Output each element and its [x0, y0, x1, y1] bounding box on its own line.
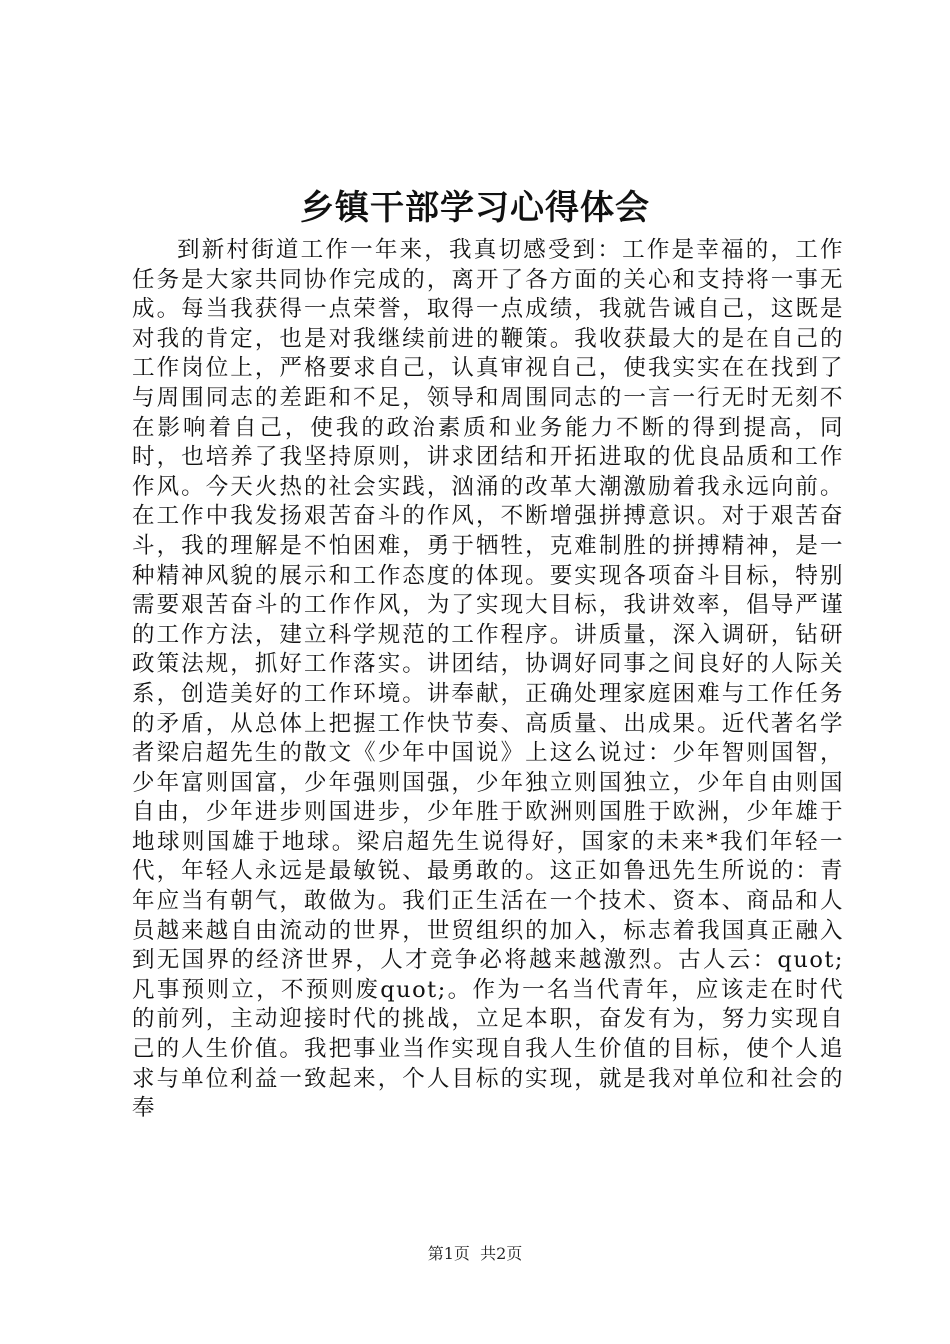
page-footer: [0, 1242, 950, 1266]
body-paragraph: 到新村街道工作一年来，我真切感受到：工作是幸福的，工作任务是大家共同协作完成的，离开了各方面的关心和支持将一事无成。每当我获得一点荣誉，取得一点成绩，我就告诫自己，这既是对我的肯定，也是对我继续前进的鞭策。我收获最大的是在自己的工作岗位上，严格要求自己，认真审视自己，使我实实在在找到了与周围同志的差距和不足，领导和周围同志的一言一行无时无刻不在影响着自己，使我的政治素质和业务能力不断的得到提高，同时，也培养了我坚持原则，讲求团结和开拓进取的优良品质和工作作风。今天火热的社会实践，汹涌的改革大潮激励着我永远向前。在工作中我发扬艰苦奋斗的作风，不断增强拼搏意识。对于艰苦奋斗，我的理解是不怕困难，勇于牺牲，克难制胜的拼搏精神，是一种精神风貌的展示和工作态度的体现。要实现各项奋斗目标，特别需要艰苦奋斗的工作作风，为了实现大目标，我讲效率，倡导严谨的工作方法，建立科学规范的工作程序。讲质量，深入调研，钻研政策法规，抓好工作落实。讲团结，协调好同事之间良好的人际关系，创造美好的工作环境。讲奉献，正确处理家庭困难与工作任务的矛盾，从总体上把握工作快节奏、高质量、出成果。近代著名学者梁启超先生的散文《少年中国说》上这么说过：少年智则国智，少年富则国富，少年强则国强，少年独立则国独立，少年自由则国自由，少年进步则国进步，少年胜于欧洲则国胜于欧洲，少年雄于地球则国雄于地球。梁启超先生说得好，国家的未来*我们年轻一代，年轻人永远是最敏锐、最勇敢的。这正如鲁迅先生所说的：青年应当有朝气，敢做为。我们正生活在一个技术、资本、商品和人员越来越自由流动的世界，世贸组织的加入，标志着我国真正融入到无国界的经济世界，人才竞争必将越来越激烈。古人云：quot;凡事预则立，不预则废quot;。作为一名当代青年，应该走在时代的前列，主动迎接时代的挑战，立足本职，奋发有为，努力实现自己的人生价值。我把事业当作实现自我人生价值的目标，使个人追求与单位利益一致起来，个人目标的实现，就是我对单位和社会的奉: [132, 237, 844, 1122]
page-number: 第1页: [427, 1244, 470, 1263]
document-title: 乡镇干部学习心得体会: [300, 188, 650, 228]
page-total: 共2页: [480, 1244, 523, 1263]
